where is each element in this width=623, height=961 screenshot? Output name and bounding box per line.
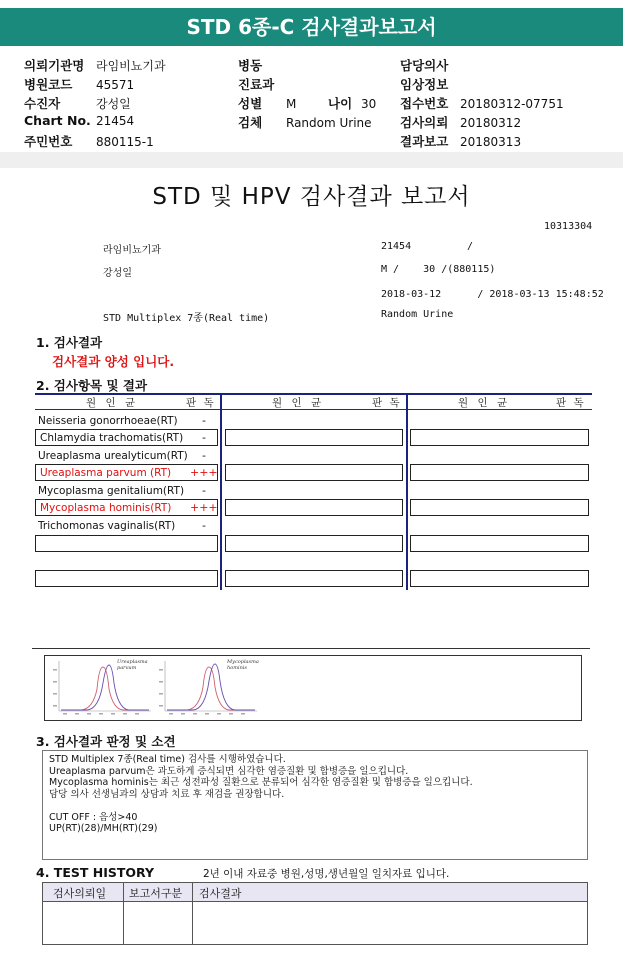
patient-label: 수진자	[24, 96, 61, 111]
col-header-pathogen-2: 원 인 균	[272, 397, 325, 409]
graph-label-hominis-line1: Mycoplasma	[227, 659, 259, 665]
section1-title: 1. 검사결과	[36, 335, 103, 350]
pathogen-result-urealyticum: -	[202, 449, 206, 462]
ward-label: 병동	[238, 58, 263, 73]
result-box-empty	[410, 464, 589, 481]
section4-title: 4. TEST HISTORY	[36, 865, 155, 880]
pathogen-result-genitalium: -	[202, 484, 206, 497]
pathogen-result-gonorrhoeae: -	[202, 414, 206, 427]
result-box-empty	[410, 570, 589, 587]
chart-no-value: 21454	[96, 114, 135, 128]
pathogen-name-hominis: Mycoplasma hominis(RT)	[40, 502, 172, 514]
hospital-code-value: 45571	[96, 78, 135, 92]
ct-values-line: UP(RT)(28)/MH(RT)(29)	[49, 823, 158, 834]
history-col-request-date: 검사의뢰일	[53, 887, 107, 900]
section2-title: 2. 검사항목 및 결과	[36, 378, 148, 393]
result-box-empty	[410, 499, 589, 516]
col-header-pathogen-3: 원 인 균	[458, 397, 511, 409]
receipt-no-label: 접수번호	[400, 96, 449, 111]
graph-label-parvum-line2: parvum	[117, 665, 137, 671]
report-specimen: Random Urine	[381, 309, 454, 320]
result-box-empty	[225, 429, 403, 446]
report-chart-no: 21454	[381, 241, 412, 252]
report-header-title: STD 6종-C 검사결과보고서	[0, 8, 623, 46]
opinion-line: 담당 의사 선생님과의 상담과 치료 후 재검을 권장합니다.	[49, 788, 285, 800]
opinion-line: Ureaplasma parvum은 과도하게 증식되면 심각한 염증질환 및 합병증을 일으킵니다.	[49, 765, 409, 777]
report-date-value: 20180313	[460, 135, 522, 149]
info-col1	[24, 56, 166, 151]
result-box-empty	[35, 535, 218, 552]
result-box-empty	[225, 570, 403, 587]
pathogen-name-chlamydia: Chlamydia trachomatis(RT)	[40, 432, 184, 444]
pathogen-result-hominis: +++	[190, 501, 218, 514]
history-col-divider	[192, 883, 193, 944]
amplification-graph-panel	[44, 655, 582, 721]
graph-label-hominis-line2: hominis	[227, 665, 247, 671]
col-header-judgment-3: 판 독	[556, 397, 586, 409]
info-col2	[238, 56, 376, 132]
institution-value: 라임비뇨기과	[96, 59, 166, 73]
col-header-judgment-2: 판 독	[372, 397, 402, 409]
result-summary: 검사결과 양성 입니다.	[52, 354, 175, 369]
pathogen-result-trichomonas: -	[202, 519, 206, 532]
institution-label: 의뢰기관명	[24, 58, 85, 73]
hospital-code-label: 병원코드	[24, 77, 73, 92]
resident-no-value: 880115-1	[96, 135, 154, 149]
sex-value: M	[286, 97, 297, 111]
history-col-result: 검사결과	[199, 887, 242, 900]
report-test-name: STD Multiplex 7종(Real time)	[103, 313, 270, 324]
table-divider-1	[220, 393, 222, 590]
pathogen-name-parvum: Ureaplasma parvum (RT)	[40, 467, 172, 479]
graph-label-hominis	[227, 659, 259, 671]
clinical-info-label: 임상정보	[400, 77, 449, 92]
request-date-label: 검사의뢰	[400, 115, 449, 130]
result-box-empty	[410, 429, 589, 446]
col-header-pathogen-1: 원 인 균	[86, 397, 139, 409]
report-hospital: 라임비뇨기과	[103, 245, 161, 256]
result-box-empty	[35, 570, 218, 587]
history-note: 2년 이내 자료중 병원,성명,생년월일 일치자료 입니다.	[203, 868, 450, 880]
specimen-label: 검체	[238, 115, 263, 130]
document-number: 10313304	[544, 221, 593, 232]
table-divider-2	[406, 393, 408, 590]
section3-title: 3. 검사결과 판정 및 소견	[36, 734, 176, 749]
request-date-value: 20180312	[460, 116, 522, 130]
report-chart-slash: /	[467, 241, 474, 252]
result-box-empty	[410, 535, 589, 552]
age-value: 30	[361, 97, 377, 111]
result-box-empty	[225, 499, 403, 516]
report-sex-age: M / 30 /(880115)	[381, 264, 496, 275]
report-patient: 강성일	[103, 268, 132, 279]
pathogen-name-trichomonas: Trichomonas vaginalis(RT)	[38, 520, 176, 532]
dept-label: 진료과	[238, 77, 275, 92]
sex-label: 성별	[238, 96, 263, 111]
history-table	[42, 882, 588, 945]
resident-no-label: 주민번호	[24, 134, 73, 149]
doctor-label: 담당의사	[400, 58, 449, 73]
age-label: 나이	[328, 96, 353, 111]
chart-no-label: Chart No.	[24, 113, 91, 128]
info-col3	[400, 56, 564, 151]
history-table-header	[43, 883, 587, 902]
pathogen-result-parvum: +++	[190, 466, 218, 479]
col-header-judgment-1: 판 독	[186, 397, 216, 409]
specimen-value: Random Urine	[286, 116, 372, 130]
opinion-line: STD Multiplex 7종(Real time) 검사를 시행하였습니다.	[49, 754, 286, 765]
receipt-no-value: 20180312-07751	[460, 97, 564, 111]
report-date-label: 결과보고	[400, 134, 449, 149]
pathogen-name-gonorrhoeae: Neisseria gonorrhoeae(RT)	[38, 415, 178, 427]
graph-label-parvum	[117, 659, 148, 671]
result-box-empty	[225, 464, 403, 481]
pathogen-name-urealyticum: Ureaplasma urealyticum(RT)	[38, 450, 188, 462]
pathogen-name-genitalium: Mycoplasma genitalium(RT)	[38, 485, 185, 497]
opinion-line	[49, 800, 581, 812]
cutoff-line: CUT OFF : 음성>40	[49, 811, 138, 823]
graph-label-parvum-line1: Ureaplasma	[117, 659, 148, 665]
report-dates: 2018-03-12 / 2018-03-13 15:48:52	[381, 289, 604, 300]
opinion-box	[42, 750, 588, 860]
section-separator	[0, 152, 623, 168]
history-col-report-type: 보고서구분	[129, 887, 183, 900]
graph-panel-top-line	[32, 648, 590, 649]
pathogen-result-chlamydia: -	[202, 431, 206, 444]
history-col-divider	[123, 883, 124, 944]
opinion-line: Mycoplasma hominis는 최근 성전파성 질환으로 분류되어 심각한 염증질환 및 합병증을 일으킵니다.	[49, 777, 473, 788]
patient-value: 강성일	[96, 97, 131, 111]
result-box-empty	[225, 535, 403, 552]
report-title: STD 및 HPV 검사결과 보고서	[152, 184, 471, 210]
